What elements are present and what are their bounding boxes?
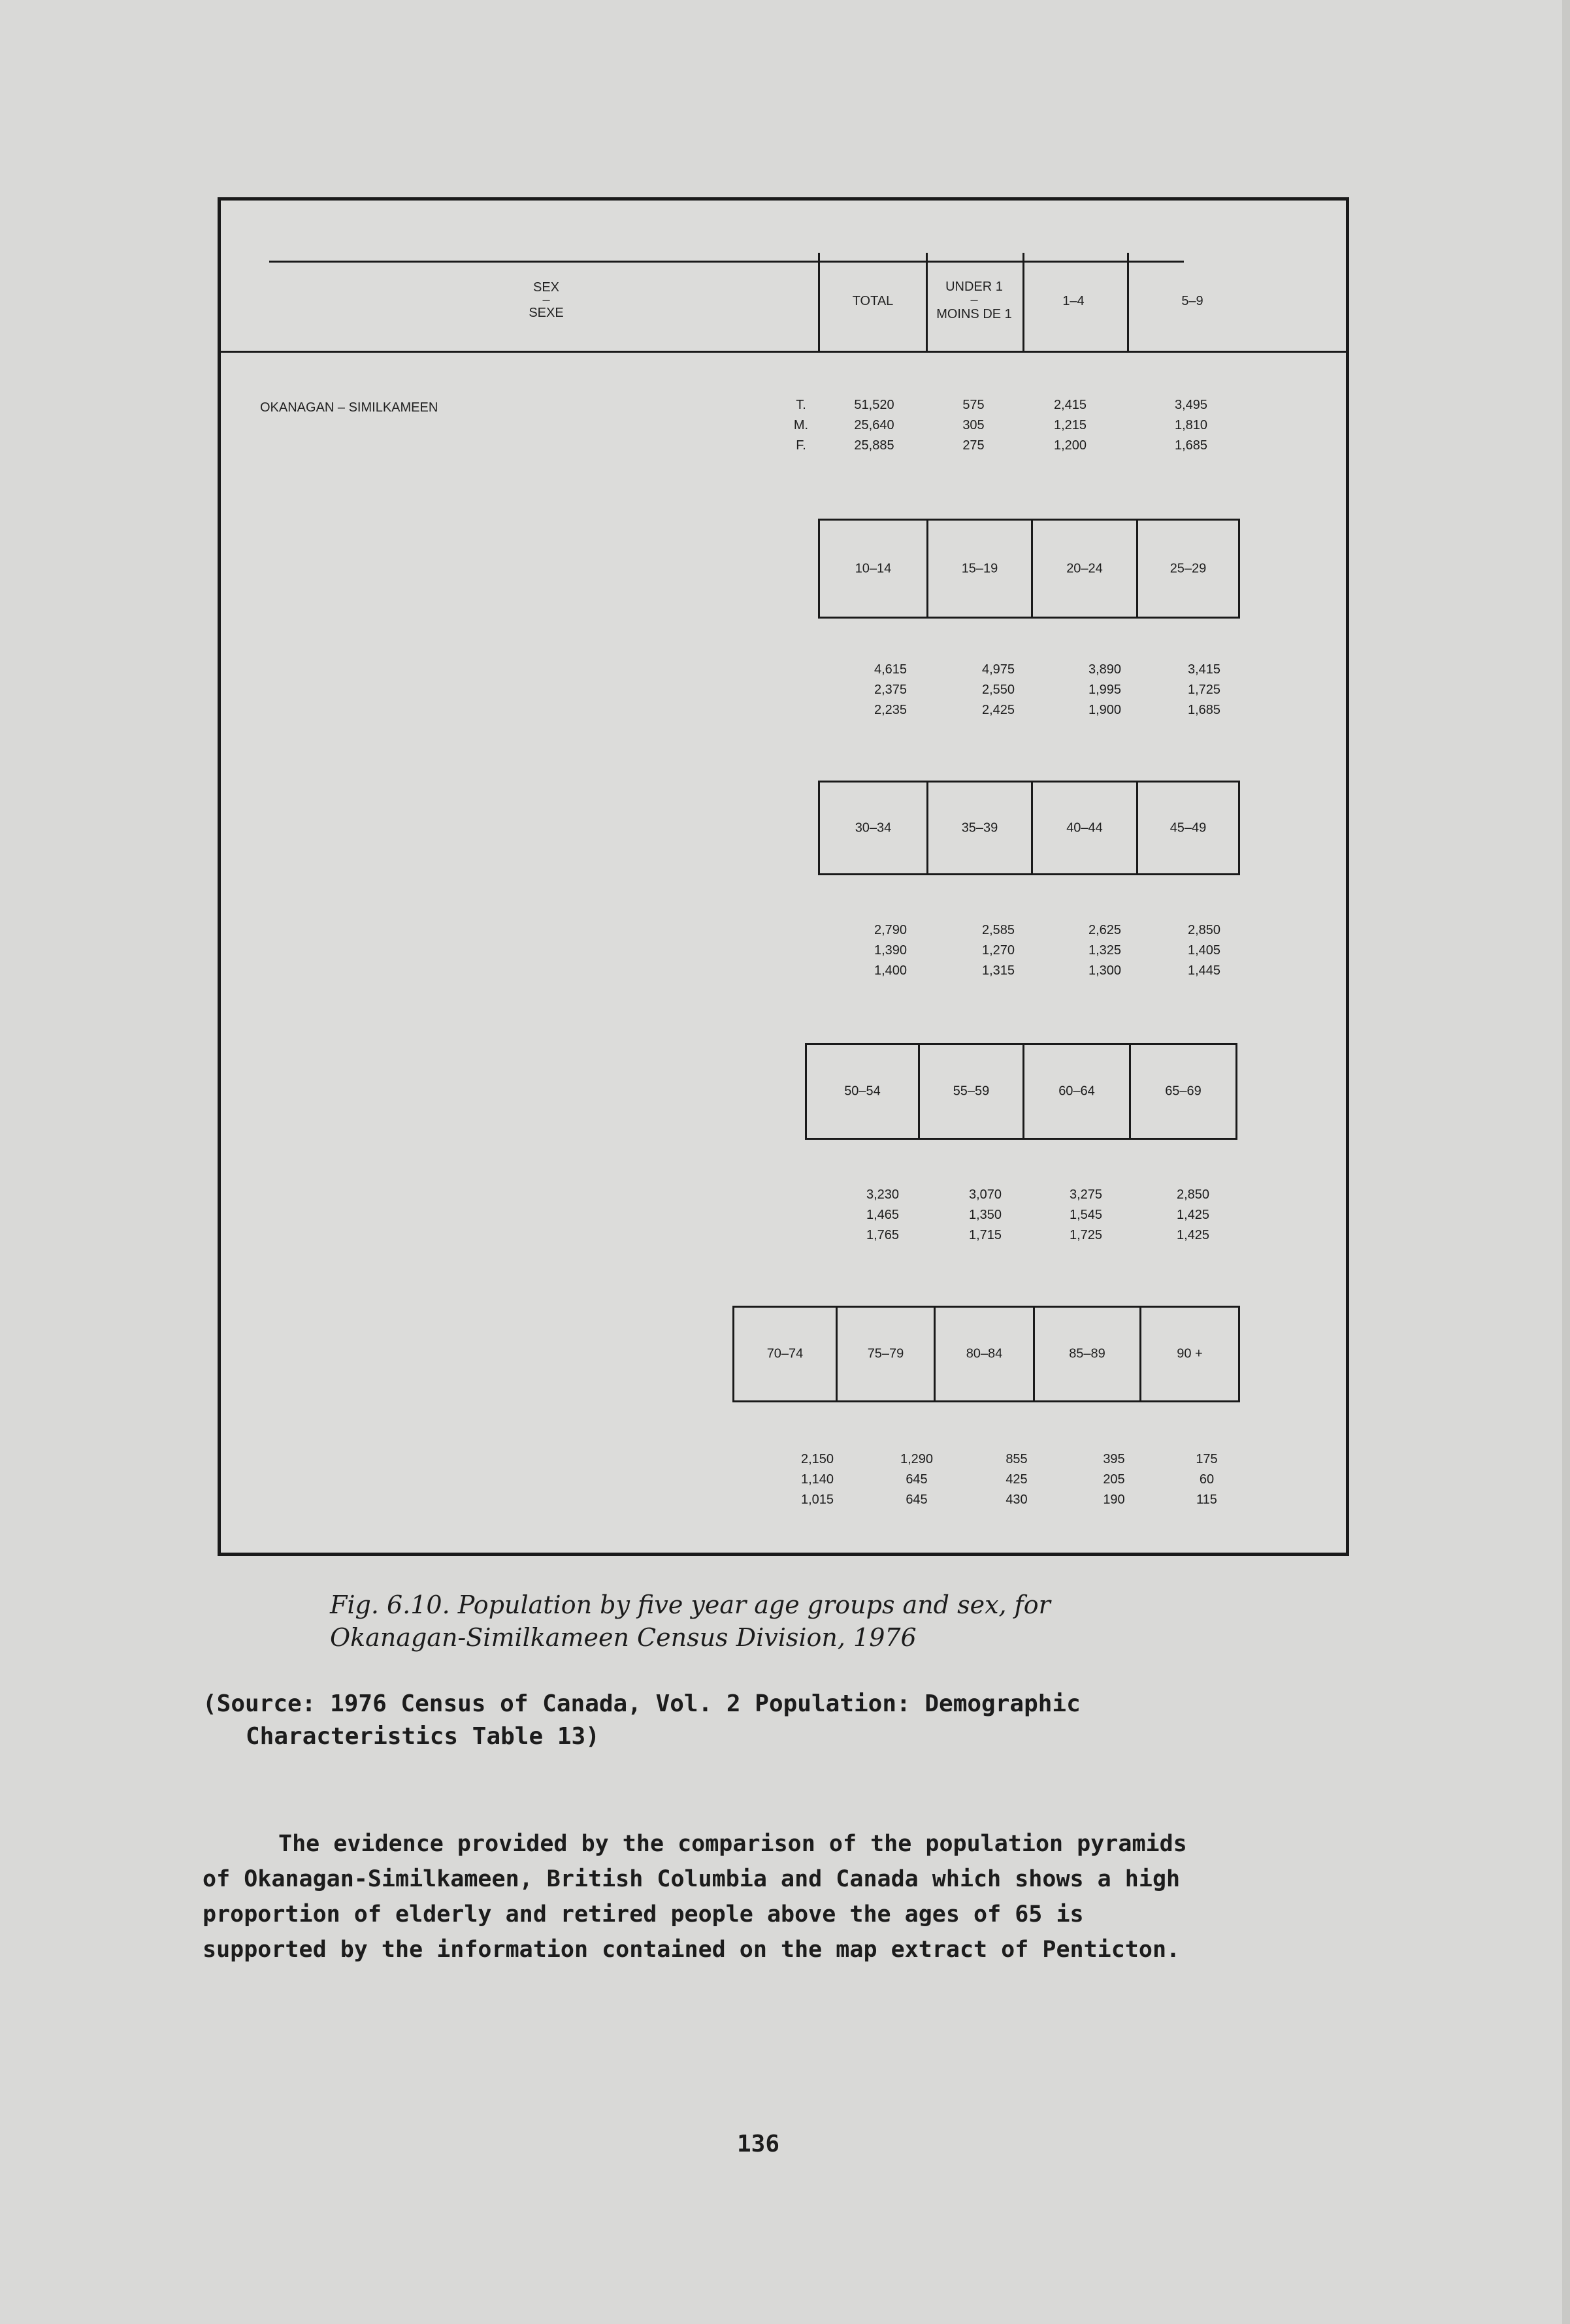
age-values: 2,625 1,325 1,300 <box>1088 923 1122 978</box>
header-sex-fr: SEXE <box>529 306 564 320</box>
age-values: 2,585 1,270 1,315 <box>981 923 1015 978</box>
age-group-cell: 25–29 <box>1136 521 1238 617</box>
page-edge <box>1562 0 1570 2324</box>
header-divider <box>1127 253 1129 353</box>
age-group-cell: 65–69 <box>1129 1045 1235 1138</box>
census-table-figure <box>218 197 1349 1556</box>
header-top-rule <box>269 261 1184 263</box>
values-age-1-4: 2,415 1,215 1,200 <box>1053 398 1087 453</box>
age-values: 3,890 1,995 1,900 <box>1088 662 1122 717</box>
page-number: 136 <box>737 2131 780 2157</box>
paragraph-line: proportion of elderly and retired people above the ages of 65 is <box>203 1901 1084 1928</box>
age-group-cell: 75–79 <box>836 1308 934 1400</box>
age-values: 4,615 2,375 2,235 <box>874 662 908 717</box>
age-group-cell: 80–84 <box>934 1308 1033 1400</box>
age-group-cell: 30–34 <box>855 820 892 835</box>
age-values: 395 205 190 <box>1103 1452 1125 1507</box>
age-values: 3,230 1,465 1,765 <box>866 1187 900 1242</box>
source-line: Characteristics Table 13) <box>246 1723 600 1750</box>
age-values: 1,290 645 645 <box>900 1452 934 1507</box>
header-divider <box>926 253 928 353</box>
age-group-cell: 55–59 <box>918 1045 1022 1138</box>
region-label: OKANAGAN – SIMILKAMEEN <box>260 400 438 415</box>
header-divider <box>818 253 820 353</box>
age-values: 4,975 2,550 2,425 <box>981 662 1015 717</box>
paragraph-line: The evidence provided by the comparison of the population pyramids <box>278 1831 1187 1857</box>
source-citation <box>203 1688 1379 1753</box>
figure-caption <box>330 1589 1349 1654</box>
age-group-cell: 70–74 <box>766 1346 804 1361</box>
header-under1-en: UNDER 1 <box>945 280 1003 294</box>
age-group-cell: 10–14 <box>855 561 892 575</box>
age-values: 855 425 430 <box>1006 1452 1028 1507</box>
header-age-1-4: 1–4 <box>1062 294 1085 308</box>
age-group-header-box <box>732 1306 1240 1402</box>
age-group-cell: 50–54 <box>844 1084 881 1099</box>
paragraph-line: supported by the information contained on the map extract of Penticton. <box>203 1937 1181 1963</box>
age-values: 2,150 1,140 1,015 <box>800 1452 834 1507</box>
age-group-cell: 60–64 <box>1022 1045 1129 1138</box>
values-total: 51,520 25,640 25,885 <box>854 398 894 453</box>
age-group-cell: 40–44 <box>1031 783 1136 873</box>
header-bottom-rule <box>221 351 1346 353</box>
age-group-cell: 15–19 <box>926 521 1031 617</box>
age-group-cell: 35–39 <box>926 783 1031 873</box>
age-group-header-box <box>818 519 1240 619</box>
body-paragraph <box>203 1826 1379 1967</box>
age-group-cell: 85–89 <box>1033 1308 1139 1400</box>
header-sex-dash: – <box>542 293 550 307</box>
source-line: (Source: 1976 Census of Canada, Vol. 2 Population: Demographic <box>203 1690 1081 1717</box>
header-age-5-9: 5–9 <box>1181 294 1203 308</box>
age-group-cell: 45–49 <box>1136 783 1238 873</box>
age-values: 3,275 1,545 1,725 <box>1069 1187 1103 1242</box>
age-group-header-box <box>818 781 1240 875</box>
age-values: 3,415 1,725 1,685 <box>1187 662 1221 717</box>
age-values: 175 60 115 <box>1196 1452 1218 1507</box>
header-under1-fr: MOINS DE 1 <box>936 307 1012 321</box>
values-under-1: 575 305 275 <box>962 398 985 453</box>
age-values: 2,850 1,425 1,425 <box>1176 1187 1210 1242</box>
age-group-header-box <box>805 1043 1237 1140</box>
caption-line: Okanagan-Similkameen Census Division, 1976 <box>330 1623 917 1652</box>
age-values: 2,790 1,390 1,400 <box>874 923 908 978</box>
age-values: 2,850 1,405 1,445 <box>1187 923 1221 978</box>
paragraph-line: of Okanagan-Similkameen, British Columbia and Canada which shows a high <box>203 1866 1181 1892</box>
header-total: TOTAL <box>852 294 894 308</box>
row-labels: T. M. F. <box>793 398 809 453</box>
age-values: 3,070 1,350 1,715 <box>968 1187 1002 1242</box>
header-divider <box>1022 253 1024 353</box>
values-age-5-9: 3,495 1,810 1,685 <box>1174 398 1208 453</box>
age-group-cell: 90 + <box>1139 1308 1238 1400</box>
caption-line: Fig. 6.10. Population by five year age groups and sex, for <box>330 1590 1051 1619</box>
age-group-cell: 20–24 <box>1031 521 1136 617</box>
header-sex-en: SEX <box>532 280 560 295</box>
header-under1-dash: – <box>970 293 978 307</box>
